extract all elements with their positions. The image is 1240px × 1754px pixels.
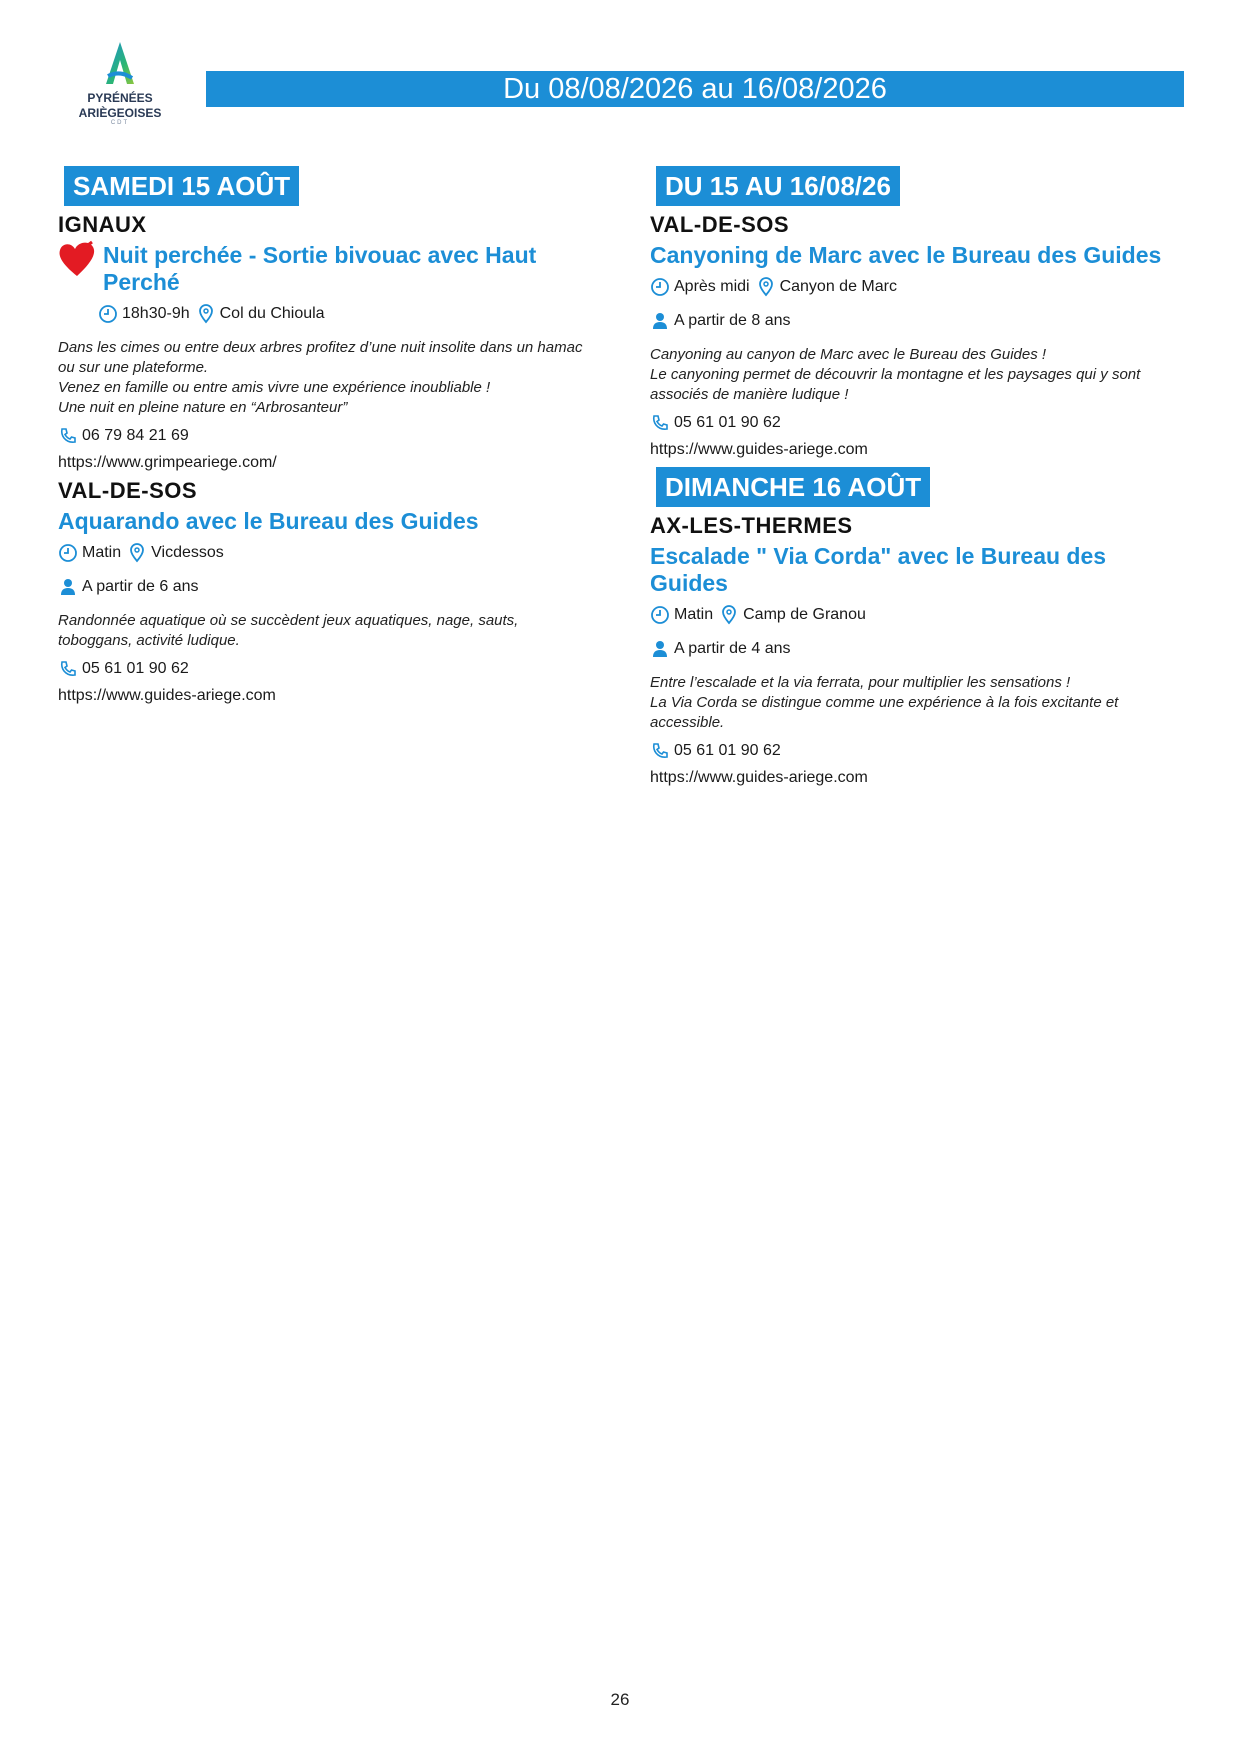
event-ignaux	[58, 212, 598, 472]
event-url-link[interactable]: https://www.guides-ariege.com	[650, 769, 868, 786]
event-age: A partir de 8 ans	[674, 312, 791, 329]
clock-icon	[650, 605, 670, 625]
map-pin-icon	[196, 304, 216, 324]
event-aquarando	[58, 478, 598, 705]
event-place: Vicdessos	[151, 544, 224, 561]
event-via-corda	[650, 513, 1190, 787]
event-phone: 05 61 01 90 62	[674, 742, 781, 759]
description-line: Le canyoning permet de découvrir la montagne et les paysages qui y sont	[650, 366, 1141, 383]
event-phone-row[interactable]	[58, 426, 598, 446]
phone-icon	[650, 413, 670, 433]
logo	[70, 40, 170, 140]
event-age-row	[58, 577, 598, 597]
event-info-row	[650, 277, 1190, 297]
event-description	[58, 338, 598, 418]
map-pin-icon	[127, 543, 147, 563]
event-phone-row[interactable]	[650, 413, 1190, 433]
event-title[interactable]: Escalade " Via Corda" avec le Bureau des Guides	[650, 543, 1107, 596]
logo-a-icon	[100, 40, 140, 90]
event-phone-row[interactable]	[650, 741, 1190, 761]
event-phone-row[interactable]	[58, 659, 598, 679]
event-canyoning	[650, 212, 1190, 459]
event-age: A partir de 6 ans	[82, 578, 199, 595]
day-badge: DU 15 AU 16/08/26	[656, 166, 900, 206]
event-place: Canyon de Marc	[779, 278, 897, 295]
description-line: Venez en famille ou entre amis vivre une expérience inoubliable !	[58, 379, 491, 396]
event-place: Col du Chioula	[219, 305, 325, 322]
event-title-text: Nuit perchée - Sortie bivouac avec Haut Perché	[103, 242, 537, 295]
event-info-row	[58, 543, 598, 563]
event-info-row	[650, 605, 1190, 625]
event-time: 18h30-9h	[122, 305, 190, 322]
page-number: 26	[610, 1690, 630, 1709]
event-time: Après midi	[674, 278, 750, 295]
event-title[interactable]	[58, 242, 598, 296]
description-line: associés de manière ludique !	[650, 386, 849, 403]
event-phone: 06 79 84 21 69	[82, 427, 189, 444]
clock-icon	[650, 277, 670, 297]
description-line: La Via Corda se distingue comme une expérience à la fois excitante et	[650, 694, 1119, 711]
person-icon	[650, 311, 670, 331]
event-place: Camp de Granou	[743, 606, 866, 623]
event-url-link[interactable]: https://www.grimpeariege.com/	[58, 454, 277, 471]
person-icon	[58, 577, 78, 597]
event-town: VAL-DE-SOS	[650, 212, 790, 237]
event-url-link[interactable]: https://www.guides-ariege.com	[58, 687, 276, 704]
event-time: Matin	[82, 544, 122, 561]
event-info-row	[58, 304, 598, 324]
event-town: VAL-DE-SOS	[58, 478, 198, 503]
event-description	[650, 673, 1190, 733]
event-time: Matin	[674, 606, 714, 623]
map-pin-icon	[719, 605, 739, 625]
event-phone: 05 61 01 90 62	[82, 660, 189, 677]
event-town: AX-LES-THERMES	[650, 513, 853, 538]
description-line: Dans les cimes ou entre deux arbres profitez d’une nuit insolite dans un hamac	[58, 339, 583, 356]
event-url-link[interactable]: https://www.guides-ariege.com	[650, 441, 868, 458]
event-title[interactable]: Aquarando avec le Bureau des Guides	[58, 508, 479, 534]
person-icon	[650, 639, 670, 659]
event-phone: 05 61 01 90 62	[674, 414, 781, 431]
logo-text-3: CDT	[110, 120, 130, 126]
event-description	[650, 345, 1190, 405]
logo-text-1: PYRÉNÉES	[87, 91, 153, 105]
description-line: Une nuit en pleine nature en “Arbrosanteur”	[58, 399, 348, 416]
description-line: Randonnée aquatique où se succèdent jeux aquatiques, nage, sauts,	[58, 612, 519, 629]
clock-icon	[58, 543, 78, 563]
event-age-row	[650, 639, 1190, 659]
description-line: toboggans, activité ludique.	[58, 632, 240, 649]
event-town: IGNAUX	[58, 212, 147, 237]
event-age: A partir de 4 ans	[674, 640, 791, 657]
heart-icon	[56, 240, 98, 278]
day-badge: DIMANCHE 16 AOÛT	[656, 467, 930, 507]
date-range-banner: Du 08/08/2026 au 16/08/2026	[206, 71, 1184, 107]
event-title[interactable]: Canyoning de Marc avec le Bureau des Guides	[650, 242, 1162, 268]
description-line: ou sur une plateforme.	[58, 359, 209, 376]
clock-icon	[98, 304, 118, 324]
event-age-row	[650, 311, 1190, 331]
description-line: Entre l’escalade et la via ferrata, pour multiplier les sensations !	[650, 674, 1071, 691]
phone-icon	[650, 741, 670, 761]
map-pin-icon	[756, 277, 776, 297]
logo-text-2: ARIÈGEOISES	[78, 106, 162, 120]
right-column	[650, 166, 1190, 793]
phone-icon	[58, 659, 78, 679]
description-line: accessible.	[650, 714, 725, 731]
day-badge: SAMEDI 15 AOÛT	[64, 166, 299, 206]
phone-icon	[58, 426, 78, 446]
event-description	[58, 611, 598, 651]
left-column	[58, 166, 598, 711]
description-line: Canyoning au canyon de Marc avec le Bureau des Guides !	[650, 346, 1047, 363]
